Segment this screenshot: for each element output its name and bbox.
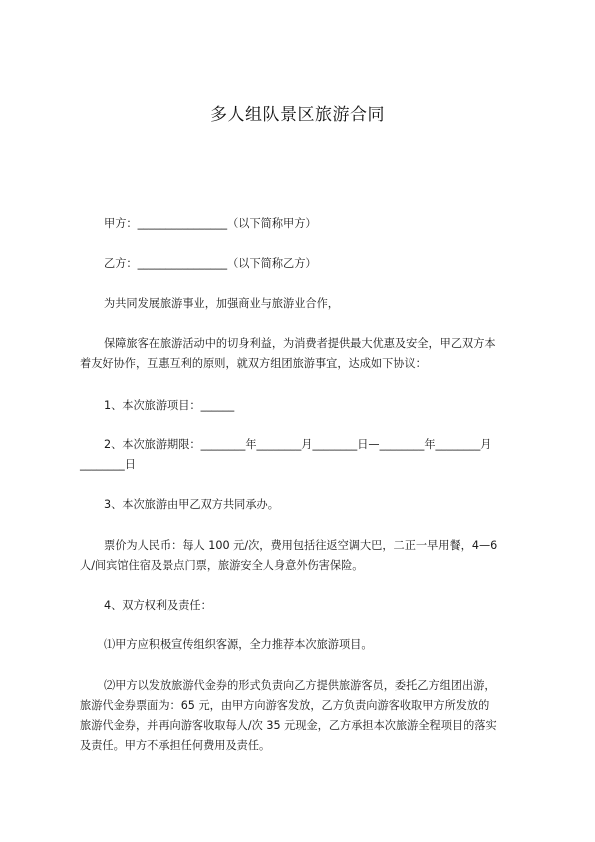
party-b-line: 乙方：________________（以下简称乙方） (104, 257, 317, 270)
intro-paragraph-2-line-1: 保障旅客在旅游活动中的切身利益，为消费者提供最大优惠及安全，甲乙双方本 (104, 337, 496, 350)
fare-paragraph-line-2: 人/间宾馆住宿及景点门票，旅游安全人身意外伤害保险。 (80, 559, 364, 572)
document-title: 多人组队景区旅游合同 (210, 105, 385, 125)
clause-1: 1、本次旅游项目：______ (104, 399, 235, 412)
clause-3: 3、本次旅游由甲乙双方共同承办。 (104, 498, 279, 511)
clause-2-line-1: 2、本次旅游期限：________年________月________日—________年________月 (104, 438, 492, 451)
party-a-line: 甲方：________________（以下简称甲方） (104, 217, 317, 230)
right-item-1: ⑴甲方应积极宣传组织客源，全力推荐本次旅游项目。 (104, 638, 373, 651)
right-item-2-line-1: ⑵甲方以发放旅游代金券的形式负责向乙方提供旅游客员，委托乙方组团出游， (104, 679, 496, 692)
right-item-2-line-2: 旅游代金券票面为：65 元，由甲方向游客发放，乙方负责向游客收取甲方所发放的 (80, 699, 490, 712)
right-item-2-line-4: 及责任。甲方不承担任何费用及责任。 (80, 739, 271, 752)
right-item-2-line-3: 旅游代金券，并再向游客收取每人/次 35 元现金，乙方承担本次旅游全程项目的落实 (80, 719, 497, 732)
clause-2-line-2: ________日 (80, 458, 136, 471)
intro-paragraph-1: 为共同发展旅游事业，加强商业与旅游业合作， (104, 297, 339, 310)
fare-paragraph-line-1: 票价为人民币：每人 100 元/次，费用包括往返空调大巴，二正一早用餐，4—6 (104, 539, 498, 552)
clause-4: 4、双方权利及责任： (104, 599, 212, 612)
intro-paragraph-2-line-2: 着友好协作，互惠互利的原则，就双方组团旅游事宜，达成如下协议： (80, 357, 427, 370)
